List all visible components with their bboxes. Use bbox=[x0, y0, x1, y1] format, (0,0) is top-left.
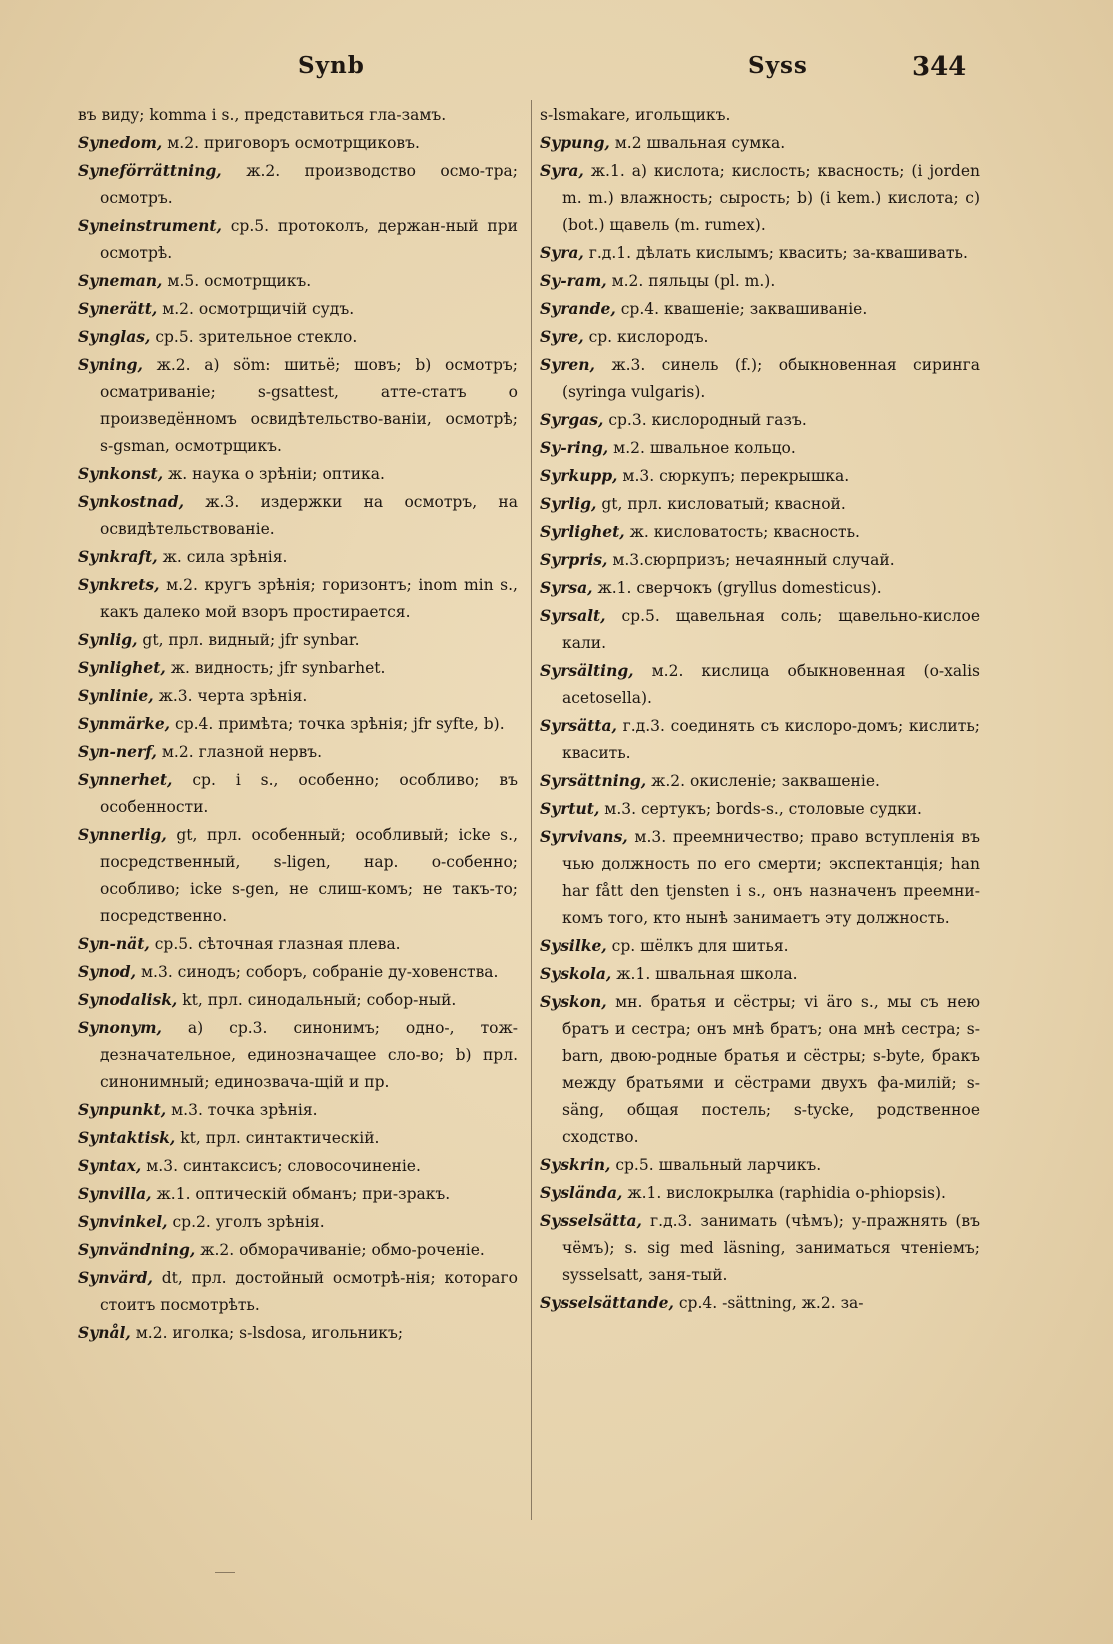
headword: Synerätt, bbox=[78, 299, 158, 318]
headword: Syrsa, bbox=[540, 578, 593, 597]
headword: Syrsalt, bbox=[540, 606, 606, 625]
definition: gt, прл. видный; jfr synbar. bbox=[142, 631, 360, 649]
headword: Synod, bbox=[78, 962, 137, 981]
definition: ж.1. швальная школа. bbox=[616, 965, 798, 983]
headword: Sysländа, bbox=[540, 1183, 623, 1202]
dictionary-entry bbox=[540, 490, 980, 518]
headword: Synglas, bbox=[78, 327, 151, 346]
headword: Sy-ring, bbox=[540, 438, 609, 457]
dictionary-entry bbox=[78, 710, 518, 738]
headword: Synvärd, bbox=[78, 1268, 153, 1287]
definition: ж. наука о зрѣніи; оптика. bbox=[168, 465, 385, 483]
headword: Syrpris, bbox=[540, 550, 608, 569]
headword: Synvändning, bbox=[78, 1240, 196, 1259]
dictionary-entry bbox=[540, 434, 980, 462]
definition: м.3. синтаксисъ; словосочиненіе. bbox=[146, 1157, 421, 1175]
dictionary-entry bbox=[78, 1014, 518, 1096]
headword: Syrvivans, bbox=[540, 827, 628, 846]
dictionary-entry bbox=[78, 1124, 518, 1152]
headword: Syra, bbox=[540, 161, 584, 180]
dictionary-entry bbox=[78, 1180, 518, 1208]
headword: Syrlighet, bbox=[540, 522, 625, 541]
headword: Sysilke, bbox=[540, 936, 607, 955]
definition: м.5. осмотрщикъ. bbox=[167, 272, 312, 290]
definition: a) ср.3. синонимъ; одно-, тож-дезначательное, единозначащее сло-во; b) прл. синонимный; единозвача-щій и пр. bbox=[100, 1019, 518, 1091]
headword: Synodalisk, bbox=[78, 990, 178, 1009]
definition: ж. кисловатость; квасность. bbox=[629, 523, 860, 541]
definition: ж.3. издержки на осмотръ, на освидѣтельствованіе. bbox=[100, 493, 518, 538]
dictionary-entry bbox=[78, 1264, 518, 1319]
headword: Synkostnad, bbox=[78, 492, 184, 511]
dictionary-entry bbox=[540, 295, 980, 323]
headword: Syrkupp, bbox=[540, 466, 618, 485]
definition: м.2. пяльцы (pl. m.). bbox=[611, 272, 776, 290]
page-header bbox=[0, 52, 1113, 92]
headword: Syrgas, bbox=[540, 410, 604, 429]
definition: ср.5. зрительное стекло. bbox=[155, 328, 358, 346]
headword: Synkrets, bbox=[78, 575, 160, 594]
headword: Synvilla, bbox=[78, 1184, 152, 1203]
definition: ж.1. оптическій обманъ; при-зракъ. bbox=[156, 1185, 451, 1203]
headword: Syntax, bbox=[78, 1156, 142, 1175]
dictionary-entry bbox=[540, 102, 980, 129]
headword: Syn-nerf, bbox=[78, 742, 157, 761]
headword: Synmärke, bbox=[78, 714, 171, 733]
definition: ср.4. примѣта; точка зрѣнія; jfr syfte, b). bbox=[175, 715, 505, 733]
right-guide-word: Syss bbox=[748, 52, 808, 79]
headword: Synlinie, bbox=[78, 686, 154, 705]
footer-mark bbox=[215, 1572, 235, 1573]
dictionary-entry bbox=[78, 323, 518, 351]
dictionary-entry bbox=[78, 1236, 518, 1264]
definition: м.2. иголка; s-lsdosa, игольникъ; bbox=[135, 1324, 404, 1342]
headword: Syskrin, bbox=[540, 1155, 611, 1174]
definition: г.д.3. занимать (чѣмъ); у-пражнять (въ чёмъ); s. sig med läsning, заниматься чтеніемъ; sysselsatt, заня-тый. bbox=[562, 1212, 980, 1284]
definition: ж.2. обморачиваніе; обмо-роченіе. bbox=[200, 1241, 485, 1259]
definition: м.2. кислица обыкновенная (o-xalis acetosella). bbox=[562, 662, 980, 707]
headword: Syntaktisk, bbox=[78, 1128, 176, 1147]
dictionary-entry bbox=[540, 129, 980, 157]
definition: ср. i s., особенно; особливо; въ особенности. bbox=[100, 771, 519, 816]
left-guide-word: Synb bbox=[298, 52, 365, 79]
dictionary-entry bbox=[78, 1319, 518, 1347]
dictionary-entry bbox=[78, 626, 518, 654]
definition: s-lsmakare, игольщикъ. bbox=[540, 106, 731, 124]
definition: ж. видность; jfr synbarhet. bbox=[170, 659, 386, 677]
dictionary-entry bbox=[540, 1179, 980, 1207]
definition: г.д.1. дѣлать кислымъ; квасить; за-квашивать. bbox=[588, 244, 968, 262]
definition: мн. братья и сёстры; vi äro s., мы съ нею братъ и сестра; онъ мнѣ братъ; она мнѣ сестра; s-barn, двою-родные братья и сёстры; s-byte, бракъ между братьями и сёстрами двухъ фа-милій; s-säng, общая постель; s-tycke, родственное сходство. bbox=[562, 993, 980, 1146]
dictionary-entry bbox=[78, 571, 518, 626]
dictionary-entry bbox=[78, 295, 518, 323]
dictionary-entry bbox=[540, 712, 980, 767]
headword: Sysselsättande, bbox=[540, 1293, 674, 1312]
headword: Synkonst, bbox=[78, 464, 164, 483]
left-column bbox=[78, 102, 518, 1347]
dictionary-entry bbox=[78, 129, 518, 157]
dictionary-entry bbox=[78, 1096, 518, 1124]
dictionary-entry bbox=[540, 1289, 980, 1317]
headword: Syra, bbox=[540, 243, 584, 262]
dictionary-entry bbox=[78, 1208, 518, 1236]
dictionary-entry bbox=[78, 930, 518, 958]
headword: Sypung, bbox=[540, 133, 610, 152]
definition: м.3. сертукъ; bords-s., столовые судки. bbox=[604, 800, 922, 818]
definition: ср.3. кислородный газъ. bbox=[608, 411, 807, 429]
dictionary-entry bbox=[540, 267, 980, 295]
definition: ср.5. сѣточная глазная плева. bbox=[154, 935, 401, 953]
dictionary-entry bbox=[78, 682, 518, 710]
dictionary-entry bbox=[78, 351, 518, 460]
dictionary-entry bbox=[540, 602, 980, 657]
dictionary-entry bbox=[78, 267, 518, 295]
dictionary-entry bbox=[540, 574, 980, 602]
definition: м.2. кругъ зрѣнія; горизонтъ; inom min s., какъ далеко мой взоръ простирается. bbox=[100, 576, 518, 621]
definition: въ виду; komma i s., представиться гла-замъ. bbox=[78, 106, 447, 124]
definition: ж.2. a) söm: шитьё; шовъ; b) осмотръ; осматриваніе; s-gsattest, атте-статъ о произведённомъ освидѣтельство-ваніи, осмотрѣ; s-gsman, осмотрщикъ. bbox=[100, 356, 518, 455]
definition: kt, прл. синтактическій. bbox=[180, 1129, 380, 1147]
definition: м.2. осмотрщичій судъ. bbox=[162, 300, 355, 318]
dictionary-entry bbox=[78, 488, 518, 543]
definition: м.2 швальная сумка. bbox=[614, 134, 786, 152]
headword: Syneförrättning, bbox=[78, 161, 222, 180]
headword: Synål, bbox=[78, 1323, 131, 1342]
headword: Syrsättning, bbox=[540, 771, 647, 790]
dictionary-entry bbox=[78, 543, 518, 571]
dictionary-entry bbox=[540, 351, 980, 406]
definition: м.3. преемничество; право вступленія въ чью должность по его смерти; экспектанція; han har fått den tjensten i s., онъ назначенъ преемни-комъ того, кто нынѣ занимаетъ эту должность. bbox=[562, 828, 980, 927]
dictionary-entry bbox=[78, 460, 518, 488]
definition: dt, прл. достойный осмотрѣ-нія; котораго стоитъ посмотрѣть. bbox=[100, 1269, 518, 1314]
headword: Syning, bbox=[78, 355, 143, 374]
definition: м.3.сюрпризъ; нечаянный случай. bbox=[612, 551, 895, 569]
dictionary-entry bbox=[540, 1151, 980, 1179]
dictionary-entry bbox=[540, 988, 980, 1151]
dictionary-entry bbox=[540, 518, 980, 546]
headword: Synedom, bbox=[78, 133, 163, 152]
definition: м.3. синодъ; соборъ, собраніе ду-ховенства. bbox=[140, 963, 499, 981]
dictionary-entry bbox=[78, 157, 518, 212]
dictionary-entry bbox=[78, 986, 518, 1014]
dictionary-entry bbox=[540, 960, 980, 988]
dictionary-entry bbox=[540, 157, 980, 239]
headword: Synpunkt, bbox=[78, 1100, 167, 1119]
dictionary-entry bbox=[78, 766, 518, 821]
dictionary-entry bbox=[78, 212, 518, 267]
definition: ср.5. щавельная соль; щавельно-кислое кали. bbox=[562, 607, 980, 652]
definition: ж.1. сверчокъ (gryllus domesticus). bbox=[597, 579, 882, 597]
right-column bbox=[540, 102, 980, 1317]
definition: ж.2. окисленіе; заквашеніе. bbox=[651, 772, 880, 790]
dictionary-entry bbox=[540, 323, 980, 351]
dictionary-entry bbox=[78, 738, 518, 766]
definition: м.2. приговоръ осмотрщиковъ. bbox=[167, 134, 420, 152]
headword: Syrlig, bbox=[540, 494, 597, 513]
page-number: 344 bbox=[912, 52, 967, 82]
headword: Syren, bbox=[540, 355, 595, 374]
definition: ж.1. a) кислота; кислость; квасность; (i jorden m. m.) влажность; сырость; b) (i kem.) кислота; c) (bot.) щавель (m. rumex). bbox=[562, 162, 980, 234]
headword: Synnerlig, bbox=[78, 825, 167, 844]
headword: Synlighet, bbox=[78, 658, 166, 677]
definition: ср.4. -sättning, ж.2. за- bbox=[678, 1294, 864, 1312]
dictionary-entry bbox=[78, 1152, 518, 1180]
headword: Synonym, bbox=[78, 1018, 162, 1037]
definition: ср.4. квашеніе; заквашиваніе. bbox=[620, 300, 868, 318]
dictionary-entry bbox=[540, 657, 980, 712]
dictionary-entry bbox=[540, 795, 980, 823]
definition: ср. кислородъ. bbox=[588, 328, 709, 346]
headword: Synvinkel, bbox=[78, 1212, 168, 1231]
headword: Sysselsätta, bbox=[540, 1211, 642, 1230]
definition: gt, прл. особенный; особливый; icke s., посредственный, s-ligen, нар. о-собенно; особливо; icke s-gen, не слиш-комъ; не такъ-то; посредственно. bbox=[100, 826, 518, 925]
headword: Syneman, bbox=[78, 271, 163, 290]
headword: Syrsätta, bbox=[540, 716, 617, 735]
dictionary-entry bbox=[540, 823, 980, 932]
definition: ж.1. вислокрылка (raphidia o-phiopsis). bbox=[627, 1184, 946, 1202]
headword: Synlig, bbox=[78, 630, 138, 649]
dictionary-entry bbox=[540, 932, 980, 960]
headword: Synkraft, bbox=[78, 547, 158, 566]
definition: ср.5. швальный ларчикъ. bbox=[615, 1156, 822, 1174]
headword: Syskon, bbox=[540, 992, 607, 1011]
headword: Syrtut, bbox=[540, 799, 600, 818]
definition: ср. шёлкъ для шитья. bbox=[611, 937, 789, 955]
headword: Synnerhet, bbox=[78, 770, 173, 789]
headword: Syre, bbox=[540, 327, 584, 346]
definition: gt, прл. кисловатый; квасной. bbox=[601, 495, 846, 513]
dictionary-entry bbox=[540, 767, 980, 795]
definition: ж.3. черта зрѣнія. bbox=[158, 687, 308, 705]
headword: Syrsälting, bbox=[540, 661, 634, 680]
dictionary-entry bbox=[540, 239, 980, 267]
definition: ср.5. протоколъ, держан-ный при осмотрѣ. bbox=[100, 217, 518, 262]
dictionary-entry bbox=[540, 1207, 980, 1289]
definition: м.2. глазной нервъ. bbox=[161, 743, 323, 761]
headword: Syn-nät, bbox=[78, 934, 150, 953]
definition: ж.3. синель (f.); обыкновенная сиринга (syringa vulgaris). bbox=[562, 356, 980, 401]
definition: м.3. точка зрѣнія. bbox=[171, 1101, 318, 1119]
dictionary-entry bbox=[540, 406, 980, 434]
dictionary-entry bbox=[78, 958, 518, 986]
dictionary-entry bbox=[78, 654, 518, 682]
definition: ж.2. производство осмо-тра; осмотръ. bbox=[100, 162, 518, 207]
definition: г.д.3. соединять съ кислоро-домъ; кислить; квасить. bbox=[562, 717, 980, 762]
definition: ж. сила зрѣнія. bbox=[162, 548, 288, 566]
column-divider bbox=[531, 100, 532, 1520]
definition: kt, прл. синодальный; собор-ный. bbox=[182, 991, 457, 1009]
dictionary-entry bbox=[540, 462, 980, 490]
dictionary-entry bbox=[78, 102, 518, 129]
definition: м.2. швальное кольцо. bbox=[613, 439, 796, 457]
definition: м.3. сюркупъ; перекрышка. bbox=[622, 467, 850, 485]
dictionary-entry bbox=[78, 821, 518, 930]
headword: Sy-ram, bbox=[540, 271, 607, 290]
dictionary-entry bbox=[540, 546, 980, 574]
headword: Syneinstrument, bbox=[78, 216, 222, 235]
headword: Syskola, bbox=[540, 964, 612, 983]
headword: Syrande, bbox=[540, 299, 616, 318]
definition: ср.2. уголъ зрѣнія. bbox=[172, 1213, 325, 1231]
